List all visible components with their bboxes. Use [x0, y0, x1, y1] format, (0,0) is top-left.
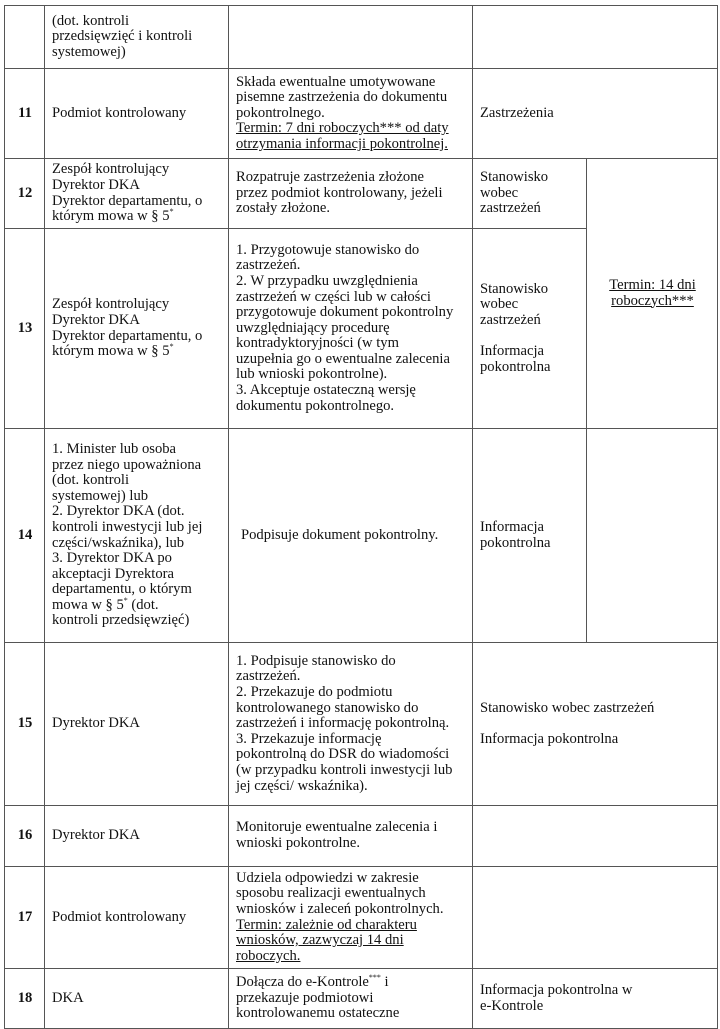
actor-text: przedsięwzięć i kontroli: [52, 28, 193, 45]
action-text: jej części/ wskaźnika).: [236, 777, 368, 794]
actor-text: 1. Minister lub osoba: [52, 440, 177, 457]
output-cell: [473, 6, 718, 69]
actor-text: 2. Dyrektor DKA (dot.: [52, 503, 185, 520]
actor-text: Dyrektor departamentu, o: [52, 192, 203, 209]
row-number-cell: 14: [5, 429, 45, 643]
output-text: Stanowisko wobec zastrzeżeń: [480, 699, 655, 716]
action-text: 3. Przekazuje informację: [236, 730, 382, 747]
actor-text-part: mowa w § 5: [52, 596, 124, 613]
action-text: wniosków i zaleceń pokontrolnych.: [236, 900, 444, 917]
action-text: dokumentu pokontrolnego.: [236, 397, 395, 414]
actor-text: Podmiot kontrolowany: [52, 104, 187, 121]
table-row: [5, 429, 718, 643]
action-text: przez podmiot kontrolowany, jeżeli: [236, 184, 443, 201]
actor-cell: [45, 6, 229, 69]
actor-text: Podmiot kontrolowany: [52, 908, 187, 925]
deadline-cell: [587, 429, 718, 643]
table-row: [5, 159, 718, 229]
actor-text: części/wskaźnika), lub: [52, 534, 185, 551]
actor-text: Dyrektor DKA: [52, 311, 140, 328]
actor-text: kontroli przedsięwzięć): [52, 612, 190, 629]
action-text: lub wnioski pokontrolne).: [236, 366, 388, 383]
action-cell: [229, 643, 473, 806]
action-text: [236, 975, 466, 991]
actor-cell: [45, 806, 229, 867]
row-number-cell: 18: [5, 969, 45, 1029]
actor-text: kontroli inwestycji lub jej: [52, 518, 203, 535]
actor-cell: [45, 969, 229, 1029]
output-cell: [473, 229, 587, 429]
row-number-cell: [5, 6, 45, 69]
table-row: [5, 69, 718, 159]
output-text: Zastrzeżenia: [480, 104, 554, 121]
row-number-cell: 13: [5, 229, 45, 429]
action-text: kontradyktoryjności (w tym: [236, 335, 399, 352]
output-cell: [473, 69, 718, 159]
actor-cell: [45, 867, 229, 969]
action-cell: [229, 806, 473, 867]
actor-text-part: którym mowa w § 5: [52, 208, 170, 225]
output-cell: [473, 643, 718, 806]
actor-text: Zespół kontrolujący: [52, 296, 170, 313]
output-text: wobec: [480, 184, 519, 201]
deadline-text: Termin: zależnie od charakteru: [236, 916, 417, 933]
actor-cell: [45, 643, 229, 806]
action-text-part: Dołącza do e-Kontrole: [236, 974, 369, 991]
action-text: pokontrolnego.: [236, 104, 325, 121]
action-text: wnioski pokontrolne.: [236, 835, 361, 851]
footnote-mark: ***: [368, 973, 381, 983]
action-cell: [229, 6, 473, 69]
spacer: [480, 716, 711, 732]
actor-text: akceptacji Dyrektora: [52, 565, 174, 582]
footnote-mark: *: [123, 595, 128, 605]
output-cell: [473, 429, 587, 643]
output-cell: [473, 806, 718, 867]
action-cell: [229, 229, 473, 429]
action-text: pokontrolną do DSR do wiadomości: [236, 746, 450, 763]
deadline-text: roboczych.: [236, 947, 301, 964]
table-row: [5, 806, 718, 867]
action-text: zastrzeżeń.: [236, 257, 301, 274]
output-text: Informacja: [480, 343, 545, 360]
actor-text: systemowej): [52, 43, 126, 60]
row-number-cell: 11: [5, 69, 45, 159]
action-cell: [229, 159, 473, 229]
actor-text: przez niego upoważniona: [52, 456, 202, 473]
action-text: uzupełnia go o ewentualne zalecenia: [236, 350, 450, 367]
action-text: (w przypadku kontroli inwestycji lub: [236, 761, 453, 778]
action-text: Monitoruje ewentualne zalecenia i: [236, 819, 438, 836]
output-text: Stanowisko: [480, 169, 549, 186]
row-number-cell: 15: [5, 643, 45, 806]
actor-text: Dyrektor DKA: [52, 715, 140, 732]
actor-text: Dyrektor DKA: [52, 176, 140, 193]
action-text: kontrolowanemu ostateczne: [236, 1005, 400, 1022]
actor-cell: [45, 69, 229, 159]
actor-cell: [45, 229, 229, 429]
action-text: 1. Podpisuje stanowisko do: [236, 652, 396, 669]
action-cell: [229, 867, 473, 969]
actor-text: Dyrektor departamentu, o: [52, 327, 203, 344]
output-text: wobec: [480, 296, 519, 313]
spacer: [480, 329, 580, 345]
actor-cell: [45, 159, 229, 229]
table-row: [5, 867, 718, 969]
action-text: Udziela odpowiedzi w zakresie: [236, 869, 419, 886]
actor-text: Zespół kontrolujący: [52, 161, 170, 178]
actor-text: 3. Dyrektor DKA po: [52, 550, 172, 567]
action-cell: [229, 429, 473, 643]
output-cell: [473, 159, 587, 229]
action-text: 2. W przypadku uwzględnienia: [236, 272, 418, 289]
output-text: Stanowisko: [480, 280, 549, 297]
actor-text: [52, 595, 222, 614]
action-text-part: i: [380, 974, 389, 991]
table-row: [5, 6, 718, 69]
action-text: Podpisuje dokument pokontrolny.: [241, 526, 439, 543]
procedure-table: [4, 5, 718, 1029]
output-text: pokontrolna: [480, 534, 551, 551]
action-text: sposobu realizacji ewentualnych: [236, 885, 426, 902]
deadline-text: Termin: 7 dni roboczych*** od daty: [236, 120, 449, 137]
deadline-text: roboczych***: [611, 292, 694, 309]
action-text: 3. Akceptuje ostateczną wersję: [236, 382, 416, 399]
action-text: zastrzeżeń w części lub w całości: [236, 288, 431, 305]
output-text: Informacja pokontrolna w: [480, 981, 633, 998]
table-row: [5, 643, 718, 806]
deadline-text: wniosków, zazwyczaj 14 dni: [236, 932, 404, 949]
action-text: zostały złożone.: [236, 200, 331, 217]
output-text: Informacja pokontrolna: [480, 730, 619, 747]
output-text: zastrzeżeń: [480, 200, 541, 217]
actor-text-part: którym mowa w § 5: [52, 343, 170, 360]
row-number-cell: 17: [5, 867, 45, 969]
action-text: 2. Przekazuje do podmiotu: [236, 684, 393, 701]
action-text: 1. Przygotowuje stanowisko do: [236, 241, 420, 258]
actor-text: DKA: [52, 989, 84, 1006]
actor-text: (dot. kontroli: [52, 12, 130, 29]
action-text: pisemne zastrzeżenia do dokumentu: [236, 89, 448, 106]
footnote-mark: *: [169, 342, 174, 352]
output-cell: [473, 969, 718, 1029]
actor-text: [52, 344, 222, 360]
action-text: Rozpatruje zastrzeżenia złożone: [236, 169, 424, 186]
actor-text: departamentu, o którym: [52, 581, 192, 598]
actor-text-part: (dot.: [127, 596, 159, 613]
table-row: [5, 969, 718, 1029]
row-number-cell: 12: [5, 159, 45, 229]
output-cell: [473, 867, 718, 969]
action-text: Składa ewentualne umotywowane: [236, 73, 436, 90]
deadline-cell: [587, 159, 718, 429]
action-text: uwzględniający procedurę: [236, 319, 390, 336]
output-text: Informacja: [480, 518, 545, 535]
output-text: pokontrolna: [480, 358, 551, 375]
action-cell: [229, 969, 473, 1029]
action-text: zastrzeżeń.: [236, 668, 301, 685]
actor-text: systemowej) lub: [52, 487, 149, 504]
actor-text: Dyrektor DKA: [52, 827, 140, 844]
actor-cell: [45, 429, 229, 643]
deadline-text: otrzymania informacji pokontrolnej.: [236, 135, 448, 152]
action-text: zastrzeżeń i informację pokontrolną.: [236, 715, 450, 732]
actor-text: (dot. kontroli: [52, 472, 130, 489]
deadline-text: Termin: 14 dni: [609, 276, 696, 293]
footnote-mark: *: [169, 207, 174, 217]
actor-text: [52, 209, 222, 225]
output-text: zastrzeżeń: [480, 311, 541, 328]
action-text: przekazuje podmiotowi: [236, 989, 374, 1006]
action-text: kontrolowanego stanowisko do: [236, 699, 419, 716]
action-cell: [229, 69, 473, 159]
output-text: e-Kontrole: [480, 997, 544, 1014]
action-text: przygotowuje dokument pokontrolny: [236, 304, 454, 321]
row-number-cell: 16: [5, 806, 45, 867]
